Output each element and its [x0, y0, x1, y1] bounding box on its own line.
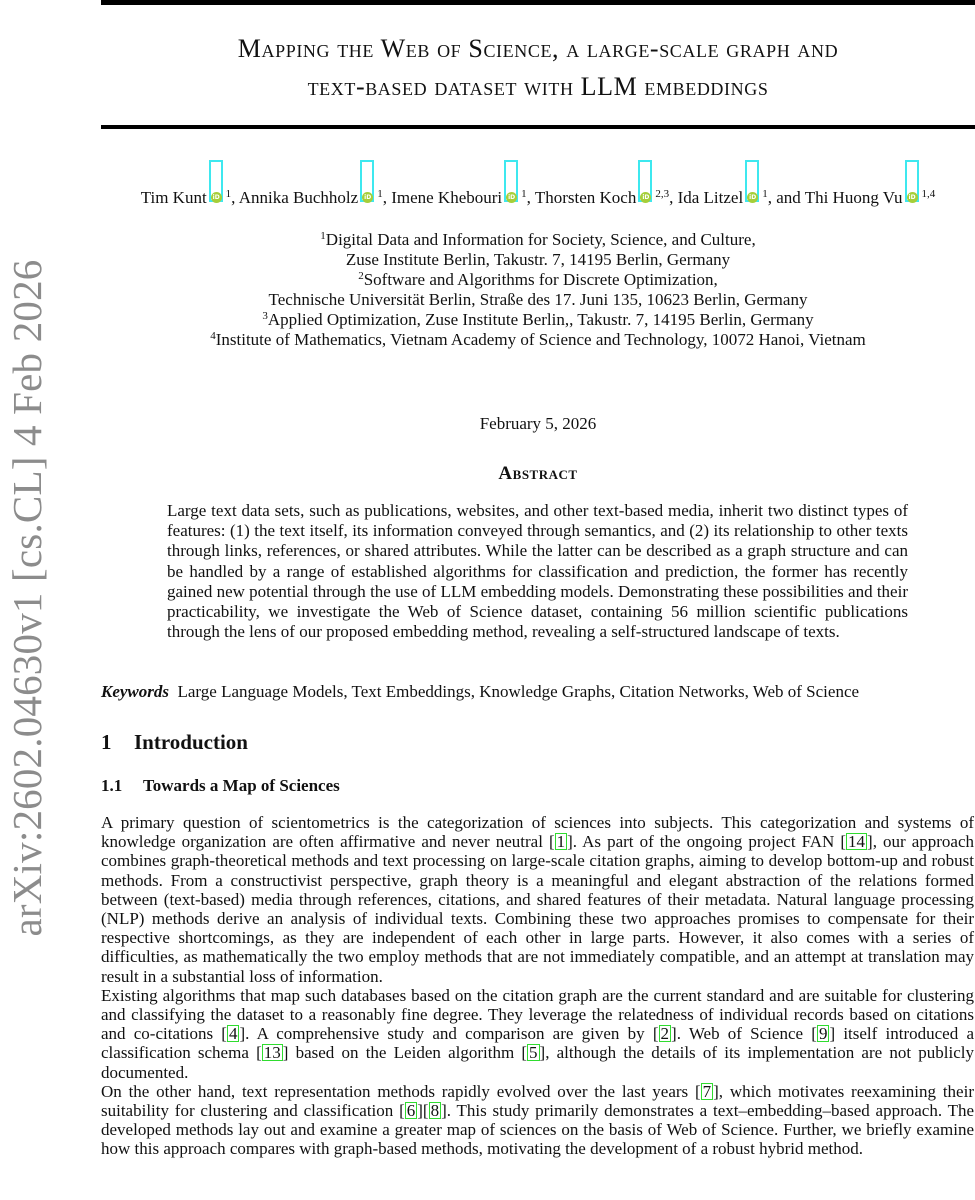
affiliation-line: [101, 250, 975, 270]
affiliation-line: [101, 230, 975, 250]
section-heading-introduction: [101, 730, 248, 755]
author-name: Ida Litzel: [677, 188, 744, 207]
orcid-link[interactable]: [639, 189, 655, 203]
author: [535, 188, 678, 207]
affiliation-line: [101, 330, 975, 350]
paragraph-text: ]. As part of the ongoing project FAN [: [567, 832, 847, 852]
title-rule-top: [101, 0, 975, 5]
author-separator: ,: [526, 188, 535, 207]
affiliation-line: [101, 270, 975, 290]
author-separator: , and: [767, 188, 805, 207]
author-affiliation-mark: 1: [225, 188, 232, 200]
paragraph-text: ]. A comprehensive study and comparison are given by [: [239, 1024, 659, 1044]
affiliation-text: Digital Data and Information for Society, Science, and Culture,: [325, 230, 756, 249]
orcid-link[interactable]: [210, 189, 226, 203]
author: [678, 188, 805, 207]
author-name: Thi Huong Vu: [804, 188, 903, 207]
paragraph-text: ][: [417, 1101, 429, 1121]
affiliation-number: 1: [320, 230, 326, 242]
orcid-icon: iD: [212, 194, 220, 201]
affiliation-list: [101, 230, 975, 350]
citation-link[interactable]: 14: [848, 832, 866, 852]
paper-title-line-2: text-based dataset with LLM embeddings: [307, 72, 769, 101]
paragraph: [101, 1082, 974, 1159]
section-title: Introduction: [134, 730, 248, 754]
affiliation-text: Zuse Institute Berlin, Takustr. 7, 14195 Berlin, Germany: [345, 250, 731, 269]
paragraph-text: ], although the details of its implementation are not publicly documented.: [101, 1043, 974, 1082]
affiliation-text: Technische Universität Berlin, Straße des 17. Juni 135, 10623 Berlin, Germany: [268, 290, 808, 309]
introduction-body: [101, 813, 974, 1159]
affiliation-number: 3: [262, 310, 268, 322]
title-rule-bottom: [101, 125, 975, 129]
subsection-heading-map-of-sciences: [101, 776, 340, 796]
affiliation-line: [101, 310, 975, 330]
affiliation-text: Applied Optimization, Zuse Institute Berlin,, Takustr. 7, 14195 Berlin, Germany: [267, 310, 814, 329]
paragraph-text: Existing algorithms that map such databases based on the citation graph are the current standard and are suitable for clustering and classifying the dataset to a reasonably fine degree. They leverage the relatedness of individual records based on citations and co-citations [: [101, 985, 974, 1044]
subsection-number: 1.1: [101, 776, 123, 795]
author-separator: ,: [669, 188, 678, 207]
author-name: Imene Khebouri: [391, 188, 503, 207]
paragraph-text: On the other hand, text representation methods rapidly evolved over the last years [: [101, 1081, 701, 1101]
publication-date: February 5, 2026: [479, 414, 597, 433]
orcid-icon: iD: [749, 194, 757, 201]
author: [805, 188, 936, 207]
author-affiliation-mark: 1: [521, 188, 527, 200]
orcid-link[interactable]: [746, 189, 762, 203]
citation-link[interactable]: 6: [406, 1101, 416, 1121]
arxiv-identifier-stamp: [4, 259, 50, 937]
author-name: Thorsten Koch: [534, 188, 637, 207]
author-name: Tim Kunt: [140, 188, 207, 207]
orcid-icon: iD: [364, 194, 372, 201]
author: [391, 188, 535, 207]
paragraph-text: ], our approach combines graph-theoretical methods and text processing on large-scale citation graphs, aiming to develop bottom-up and robust methods. From a constructivist perspective, graph theory is a meaningful and elegant abstraction of the relations formed between (text-based) media through references, citations, and shared features of their metadata. Natural language processing (NLP) methods derive an analysis of individual texts. Combining these two approaches promises to compensate for their respective shortcomings, as they are independent of each other in large parts. However, it also comes with a series of difficulties, as mathematically the two employ methods that are not immediately compatible, and an attempt at translation may result in a substantial loss of information.: [101, 832, 975, 986]
citation-link[interactable]: 4: [228, 1024, 238, 1044]
author-list: [101, 188, 975, 208]
abstract-text: Large text data sets, such as publications, websites, and other text-based media, inherit two distinct types of features: (1) the text itself, its information conveyed through semantics, and (2) its relationship to other texts through links, references, or shared attributes. While the latter can be described as a graph structure and can be handled by a range of established algorithms for classification and prediction, the former has recently gained new potential through the use of LLM embedding models. Demonstrating these possibilities and their practicability, we investigate the Web of Science dataset, containing 56 million scientific publications through the lens of our proposed embedding method, revealing a self-structured landscape of texts.: [167, 501, 908, 642]
citation-link[interactable]: 1: [556, 832, 566, 852]
citation-link[interactable]: 7: [702, 1081, 712, 1101]
abstract-heading: Abstract: [498, 463, 578, 484]
author-name: Annika Buchholz: [238, 188, 359, 207]
citation-link[interactable]: 9: [818, 1024, 828, 1044]
author: [141, 188, 239, 207]
author-affiliation-mark: 2,3: [655, 188, 670, 200]
paragraph-text: ] based on the Leiden algorithm [: [282, 1043, 528, 1063]
paragraph-text: ] itself introduced a classification schema [: [101, 1024, 974, 1063]
orcid-icon: iD: [642, 194, 650, 201]
orcid-link[interactable]: [906, 189, 922, 203]
paragraph-text: ]. This study primarily demonstrates a text–embedding–based approach. The developed methods lay out and examine a greater map of sciences on the basis of Web of Science. Further, we briefly examine how this approach compares with graph-based methods, motivating the development of a robust hybrid method.: [101, 1101, 974, 1159]
paragraph-text: ]. Web of Science [: [671, 1024, 817, 1044]
author-affiliation-mark: 1,4: [921, 188, 936, 200]
orcid-icon: iD: [908, 194, 916, 201]
citation-link[interactable]: 13: [263, 1043, 281, 1063]
author: [239, 188, 391, 207]
affiliation-number: 2: [358, 270, 364, 282]
author-affiliation-mark: 1: [377, 188, 383, 200]
paragraph-text: A primary question of scientometrics is the categorization of sciences into subjects. This categorization and systems of knowledge organization are often affirmative and never neutral [: [101, 813, 974, 852]
keywords-text: Large Language Models, Text Embeddings, Knowledge Graphs, Citation Networks, Web of Science: [177, 682, 860, 701]
paragraph: [101, 986, 974, 1082]
paper-title-line-1: Mapping the Web of Science, a large-scale graph and: [237, 34, 839, 63]
author-separator: ,: [231, 188, 239, 207]
keywords: [101, 682, 975, 702]
paragraph-text: ], which motivates reexamining their suitability for clustering and classification [: [101, 1081, 974, 1121]
author-separator: ,: [382, 188, 392, 207]
arxiv-id-text: arXiv:2602.04630v1 [cs.CL] 4 Feb 2026: [4, 259, 50, 937]
affiliation-text: Institute of Mathematics, Vietnam Academy of Science and Technology, 10072 Hanoi, Vietnam: [215, 330, 866, 349]
orcid-link[interactable]: [505, 189, 521, 203]
citation-link[interactable]: 2: [660, 1024, 670, 1044]
affiliation-number: 4: [210, 330, 216, 342]
subsection-title: Towards a Map of Sciences: [143, 776, 340, 795]
orcid-link[interactable]: [361, 189, 377, 203]
citation-link[interactable]: 5: [529, 1043, 538, 1063]
paper-title: [101, 30, 975, 106]
author-affiliation-mark: 1: [762, 188, 768, 200]
paragraph: [101, 813, 974, 986]
section-number: 1: [101, 730, 112, 754]
affiliation-line: [101, 290, 975, 310]
affiliation-text: Software and Algorithms for Discrete Optimization,: [363, 270, 718, 289]
keywords-label: Keywords: [101, 682, 169, 701]
orcid-icon: iD: [508, 194, 516, 201]
citation-link[interactable]: 8: [430, 1101, 440, 1121]
